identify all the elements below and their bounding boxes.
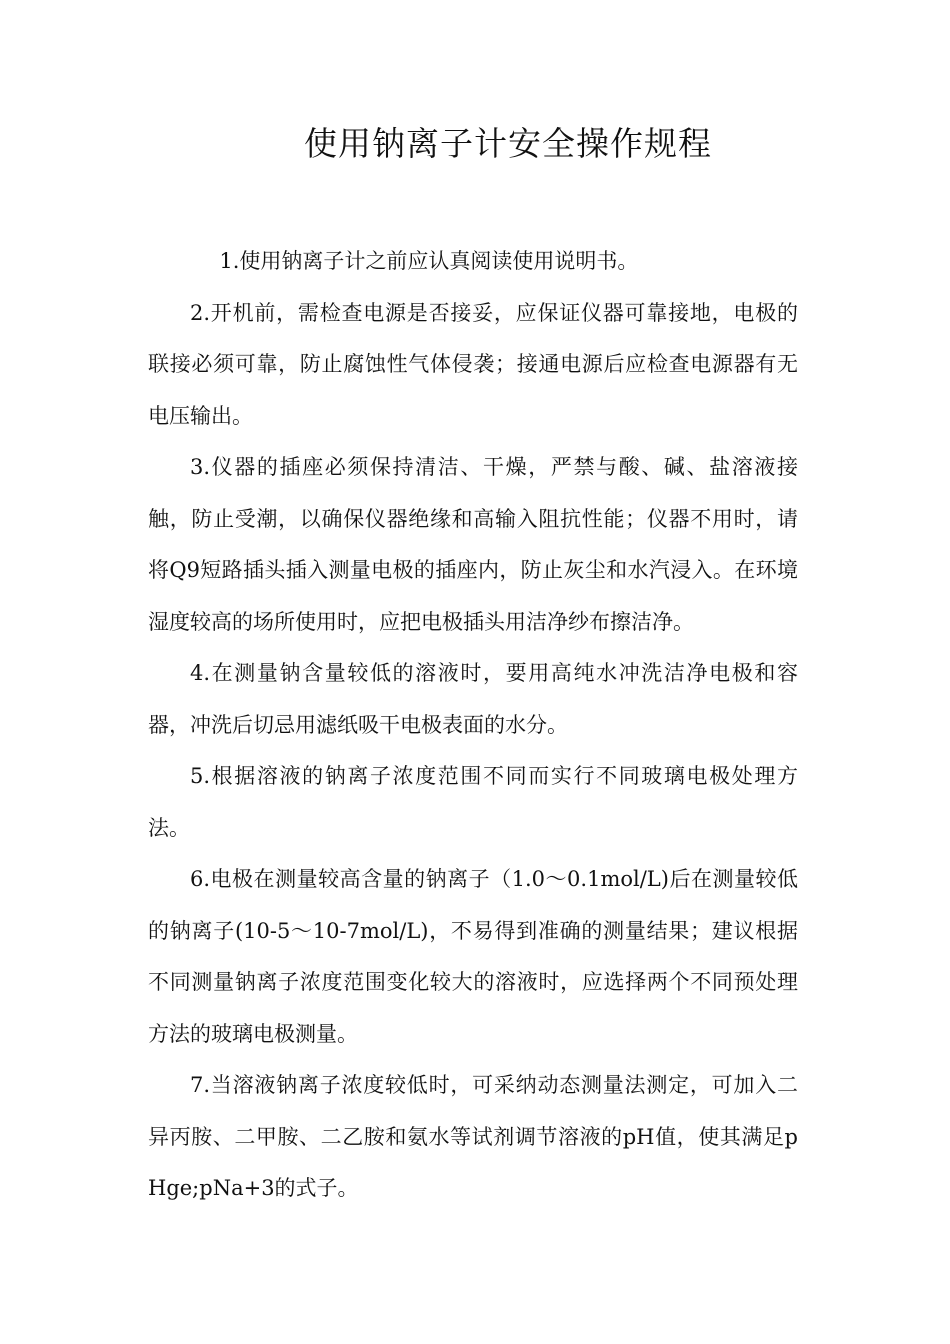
paragraph-2: 2.开机前，需检查电源是否接妥，应保证仪器可靠接地，电极的联接必须可靠，防止腐蚀性气体侵袭；接通电源后应检查电源器有无电压输出。 xyxy=(148,300,798,428)
paragraph-4: 4.在测量钠含量较低的溶液时，要用高纯水冲洗洁净电极和容器，冲洗后切忌用滤纸吸干电极表面的水分。 xyxy=(148,661,798,737)
paragraph-3: 3.仪器的插座必须保持清洁、干燥，严禁与酸、碱、盐溶液接触，防止受潮，以确保仪器绝缘和高输入阻抗性能；仪器不用时，请将Q9短路插头插入测量电极的插座内，防止灰尘和水汽浸入。在环境湿度较高的场所使用时，应把电极插头用洁净纱布擦洁净。 xyxy=(148,455,798,634)
paragraph-5: 5.根据溶液的钠离子浓度范围不同而实行不同玻璃电极处理方法。 xyxy=(148,764,798,840)
paragraph-1: 1.使用钠离子计之前应认真阅读使用说明书。 xyxy=(219,249,639,273)
paragraph-6: 6.电极在测量较高含量的钠离子（1.0～0.1mol/L)后在测量较低的钠离子(10-5～10-7mol/L)，不易得到准确的测量结果；建议根据不同测量钠离子浓度范围变化较大的溶液时，应选择两个不同预处理方法的玻璃电极测量。 xyxy=(148,867,798,1046)
document-title: 使用钠离子计安全操作规程 xyxy=(304,124,712,163)
document-body xyxy=(148,236,798,1215)
paragraph-7: 7.当溶液钠离子浓度较低时，可采纳动态测量法测定，可加入二异丙胺、二甲胺、二乙胺和氨水等试剂调节溶液的pH值，使其满足pHge;pNa+3的式子。 xyxy=(148,1073,798,1200)
